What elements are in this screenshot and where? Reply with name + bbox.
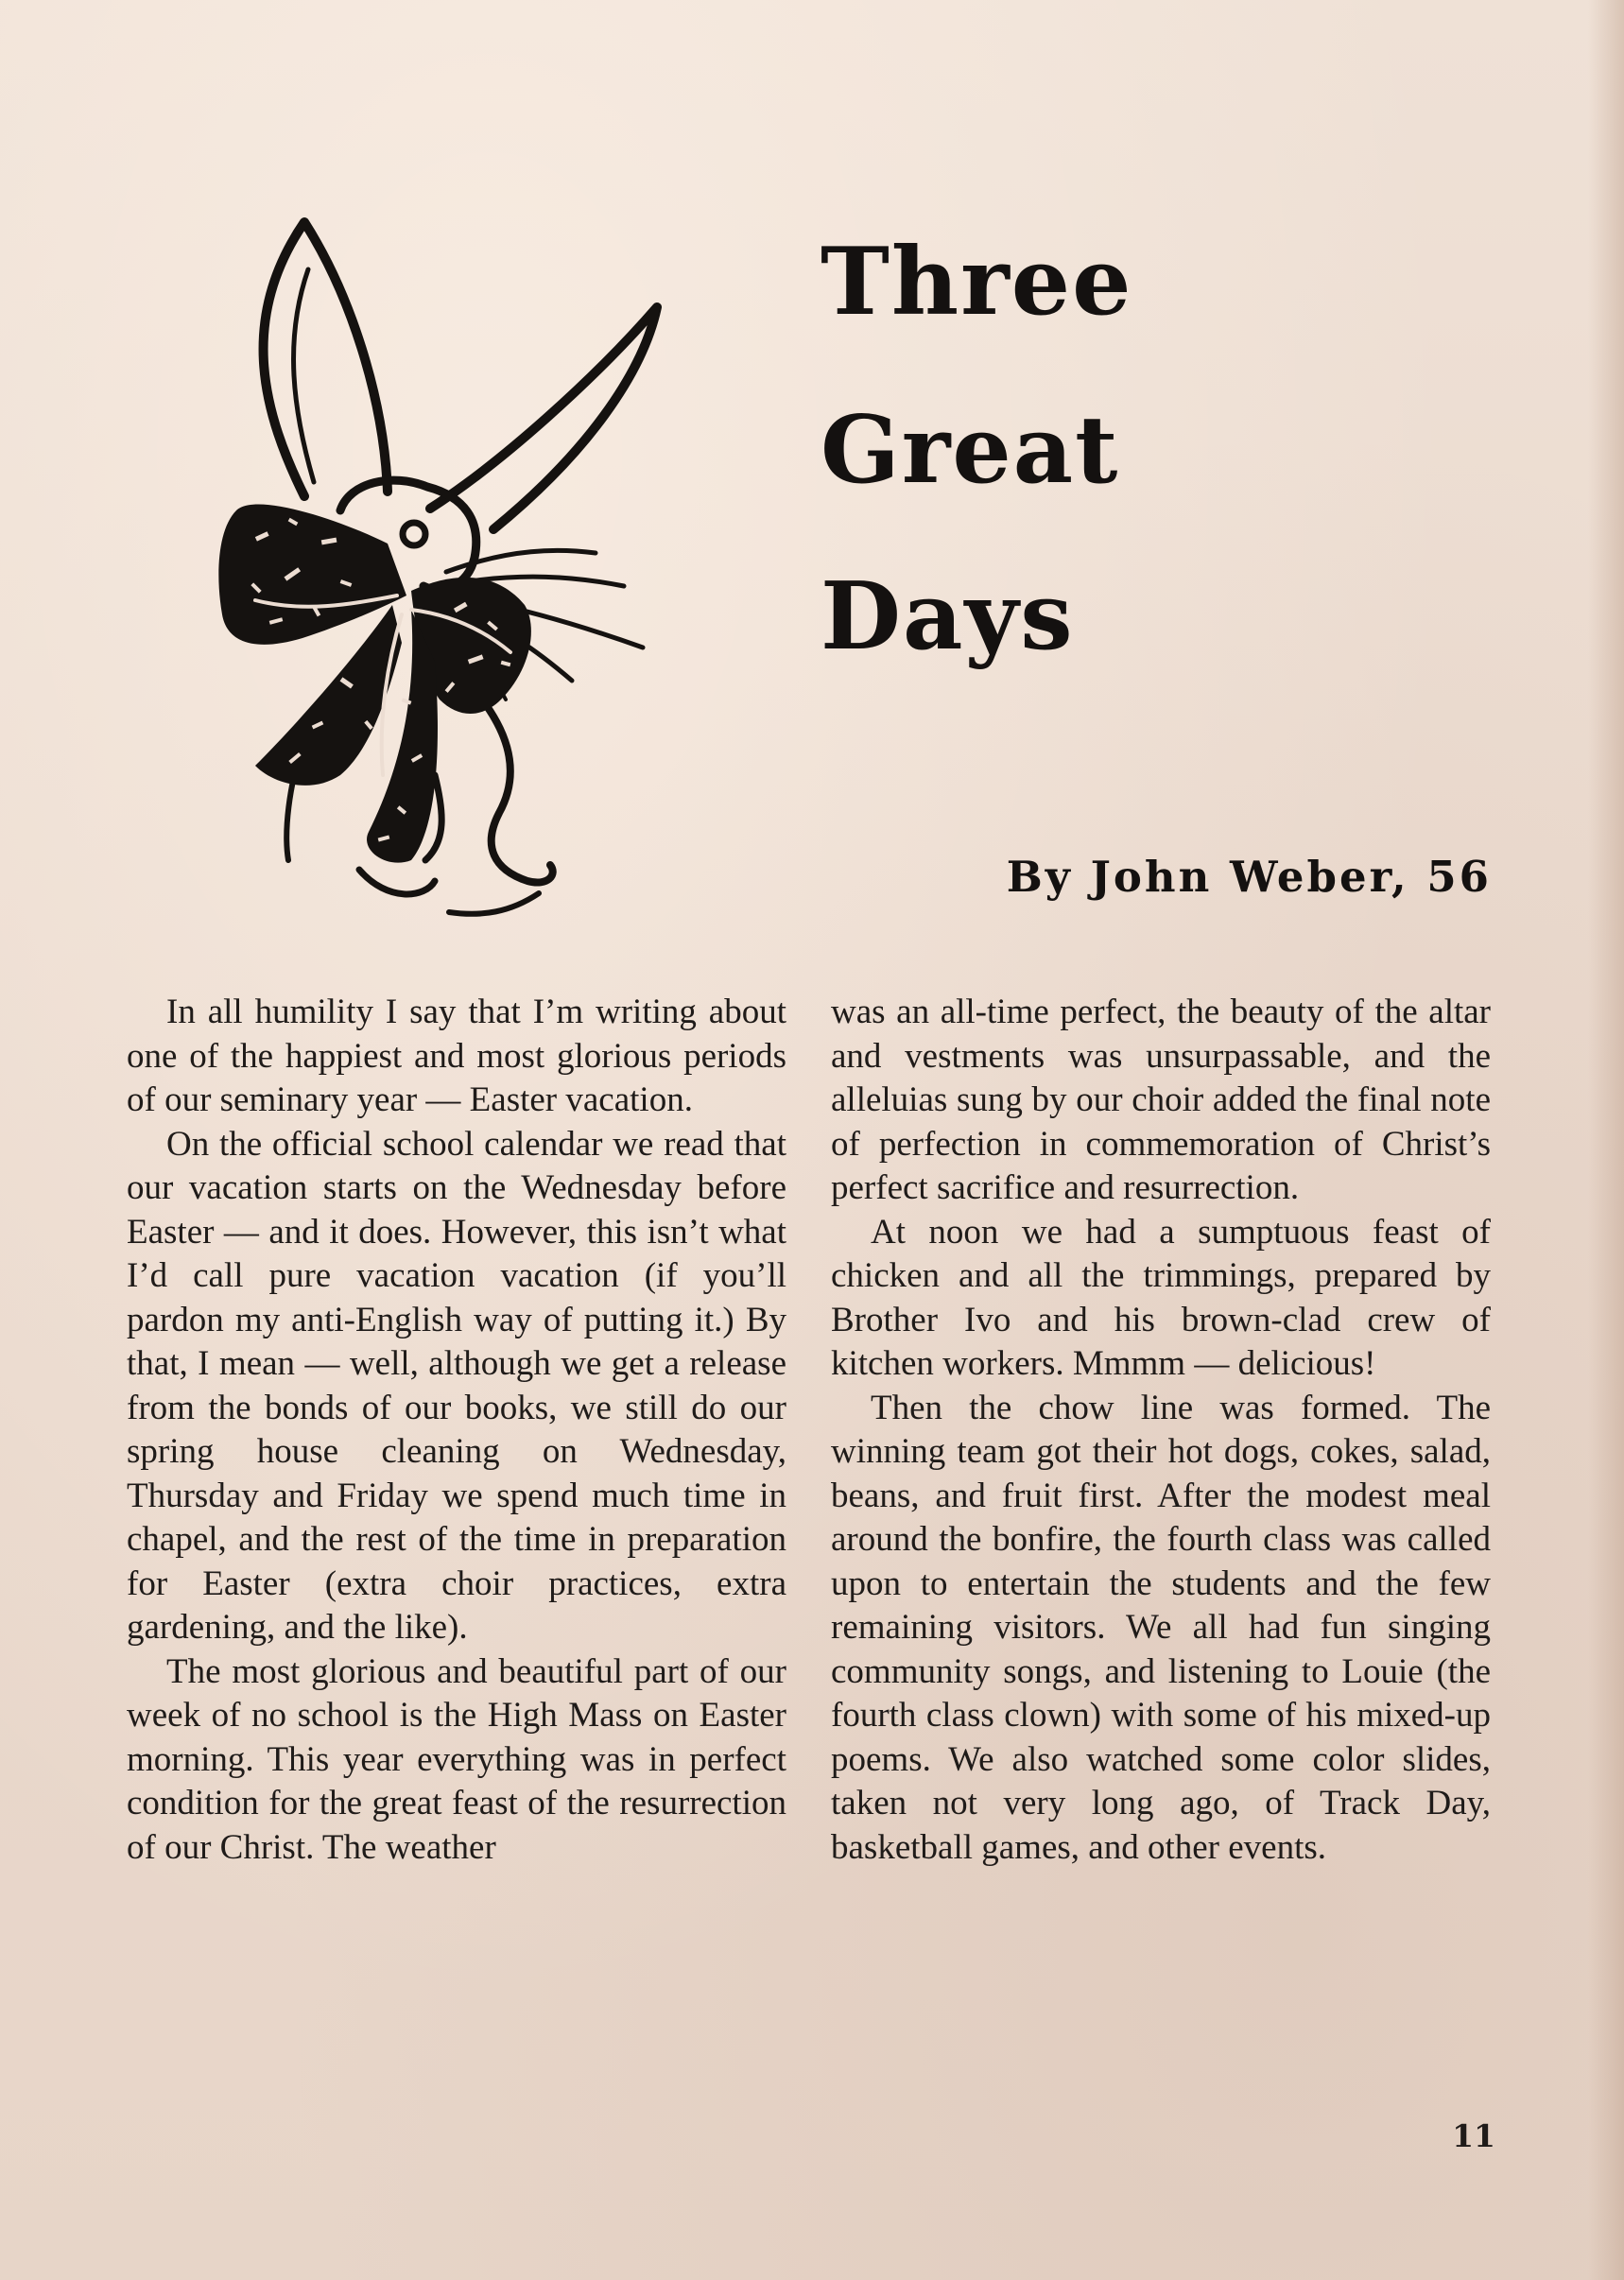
paragraph: In all humility I say that I’m writing about one of the happiest and most glorious periods of our seminary year — Easter vacation. xyxy=(127,993,786,1119)
article-byline: By John Weber, 56 xyxy=(1006,852,1492,902)
article-title-line-2: Great xyxy=(821,396,1120,505)
paragraph: On the official school calendar we read that our vacation starts on the Wednesday before Easter — and it does. However, this isn’t what I’d call pure vacation vacation (if you’ll pardon my anti-English way of putting it.) By that, I mean — well, although we get a release from the bonds of our books, we still do our spring house cleaning on Wednesday, Thursday and Friday we spend much time in chapel, and the rest of the time in preparation for Easter (extra choir practices, extra gardening, and the like). xyxy=(127,1124,786,1647)
left-text-column xyxy=(127,991,786,1870)
paragraph: Then the chow line was formed. The winning team got their hot dogs, cokes, salad, beans, and fruit first. After the modest meal around the bonfire, the fourth class was called upon to entertain the students and the few remaining visitors. We all had fun singing community songs, and listening to Louie (the fourth class clown) with some of his mixed-up poems. We also watched some color slides, taken not very long ago, of Track Day, basketball games, and other events. xyxy=(831,1388,1491,1867)
right-text-column xyxy=(831,991,1491,1870)
article-title-line-3: Days xyxy=(821,562,1075,671)
article-title-line-1: Three xyxy=(821,228,1133,337)
rabbit-with-bow-illustration xyxy=(199,208,690,926)
page-edge-shadow xyxy=(1588,0,1624,2280)
paragraph: The most glorious and beautiful part of our week of no school is the High Mass on Easter morning. This year everything was in perfect condition for the great feast of the resurrection of our Christ. The weather xyxy=(127,1651,786,1867)
page-number: 11 xyxy=(1452,2117,1495,2154)
paragraph-continued: was an all-time perfect, the beauty of the altar and vestments was unsurpassable, and the alleluias sung by our choir added the final note of perfection in commemoration of Christ’s perfect sacrifice and resurrection. xyxy=(831,993,1491,1207)
paragraph: At noon we had a sumptuous feast of chicken and all the trimmings, prepared by Brother Ivo and his brown-clad crew of kitchen workers. Mmmm — delicious! xyxy=(831,1212,1491,1383)
